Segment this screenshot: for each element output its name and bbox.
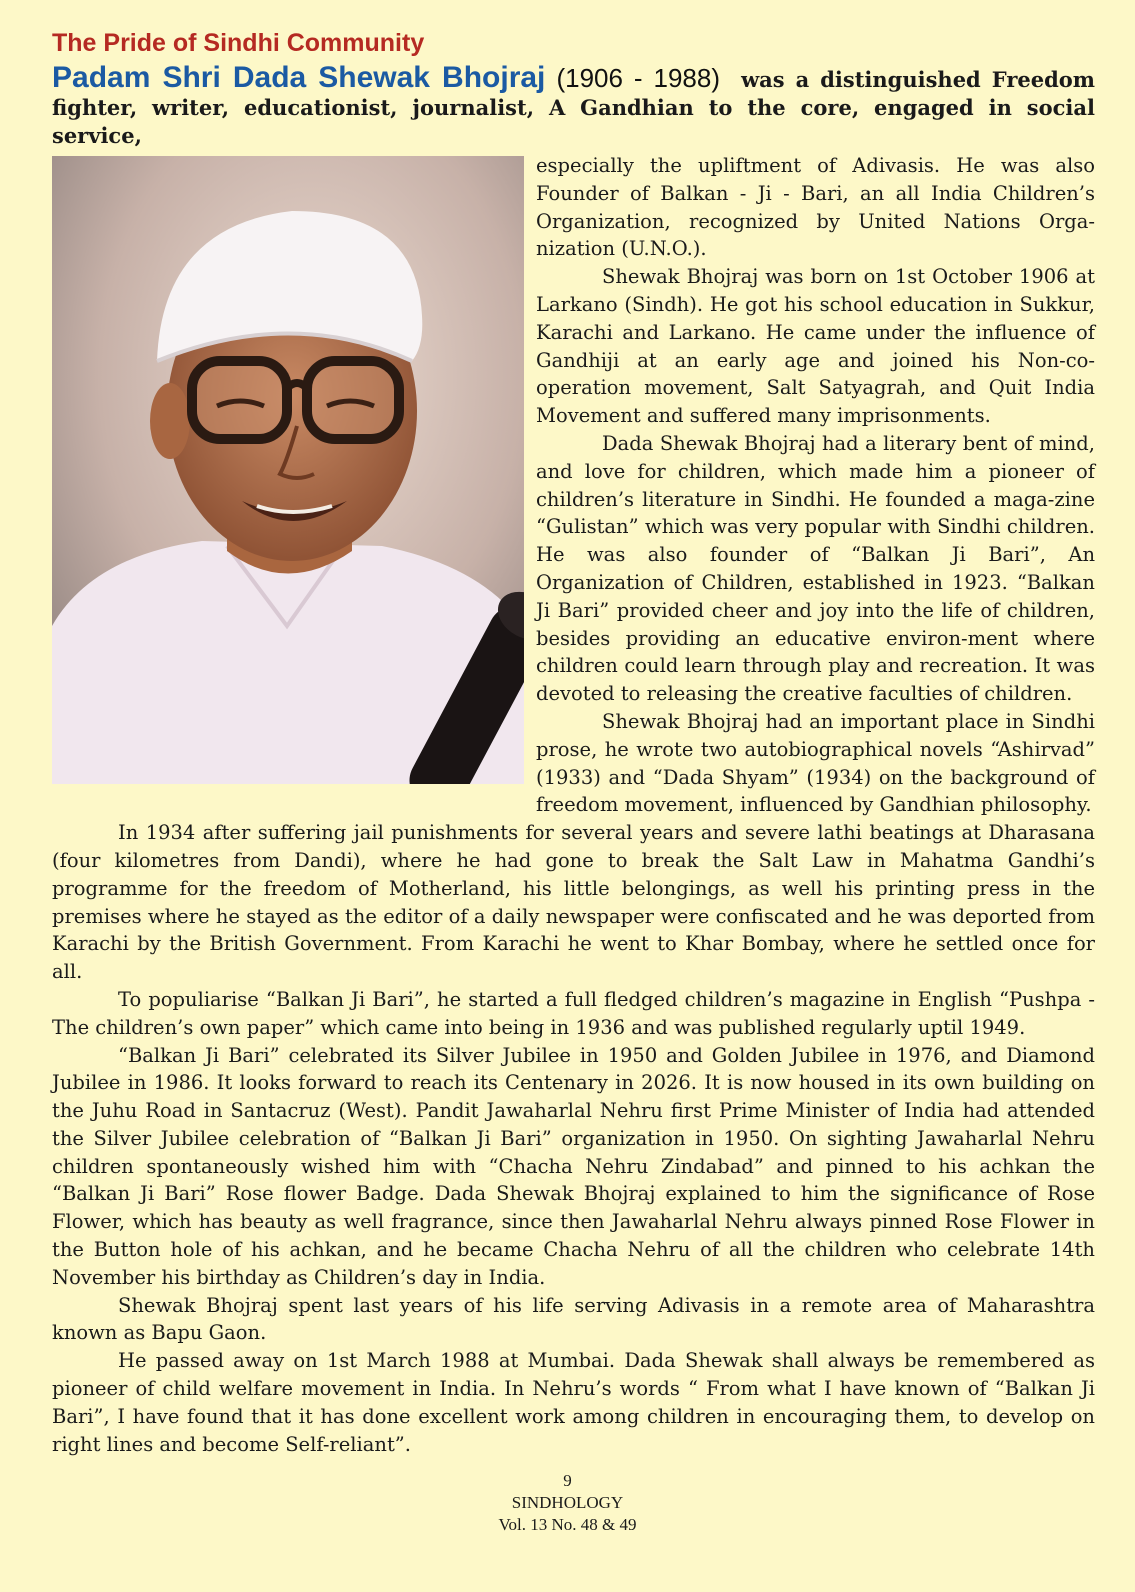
headline-intro: was a distinguished Freedom fighter, writer, educationist, journalist, A Gandhian to the core, engaged in social service, (52, 67, 1096, 148)
paragraph-9: He passed away on 1st March 1988 at Mumbai. Dada Shewak shall always be remembered as pioneer of child welfare movement in India. In Nehru’s words “ From what I have known of “Balkan Ji Bari”, I have found that it has done excellent work among children in encouraging them, to develop on right lines and become Self-reliant”. (52, 1349, 1095, 1456)
article-body (52, 152, 1095, 1458)
paragraph-4: Shewak Bhojraj had an important place in Sindhi prose, he wrote two autobiographical novels “Ashirvad” (1933) and “Dada Shyam” (1934) on the background of freedom movement, influenced by Gandhian philosophy. (536, 709, 1095, 817)
paragraph-7: “Balkan Ji Bari” celebrated its Silver Jubilee in 1950 and Golden Jubilee in 1976, and Diamond Jubilee in 1986. It looks forward to reach its Centenary in 2026. It is now housed in its own building on the Juhu Road in Santacruz (West). Pandit Jawaharlal Nehru first Prime Minister of India had attended the Silver Jubilee celebration of “Balkan Ji Bari” organization in 1950. On sighting Jawaharlal Nehru children spontaneously wished him with “Chacha Nehru Zindabad” and pinned to his achkan the “Balkan Ji Bari” Rose flower Badge. Dada Shewak Bhojraj explained to him the significance of Rose Flower, which has beauty as well fragrance, since then Jawaharlal Nehru always pinned Rose Flower in the Button hole of his achkan, and he became Chacha Nehru of all the children who celebrate 14th November his birthday as Children’s day in India. (52, 1043, 1095, 1289)
portrait-illustration (52, 156, 524, 784)
page-footer (0, 1470, 1135, 1536)
paragraph-5: In 1934 after suffering jail punishments for several years and severe lathi beatings at Dharasana (four kilometres from Dandi), where he had gone to break the Salt Law in Mahatma Gandhi’s programme for the freedom of Motherland, his little belongings, as well his printing press in the premises where he stayed as the editor of a daily newspaper were confiscated and he was deported from Karachi by the British Government. From Karachi he went to Khar Bombay, where he settled once for all. (52, 821, 1095, 984)
subject-years: (1906 - 1988) (556, 63, 721, 93)
paragraph-3: Dada Shewak Bhojraj had a literary bent of mind, and love for children, which made him a pioneer of children’s literature in Sindhi. He founded a maga-zine “Gulistan” which was very popular with Sindhi children. He was also founder of “Balkan Ji Bari”, An Organization of Children, established in 1923. “Balkan Ji Bari” provided cheer and joy into the life of children, besides providing an educative environ-ment where children could learn through play and recreation. It was devoted to releasing the creative faculties of children. (536, 431, 1095, 706)
publication-name: SINDHOLOGY (511, 1493, 624, 1512)
portrait-photo (52, 156, 524, 784)
paragraph-8: Shewak Bhojraj spent last years of his life serving Adivasis in a remote area of Maharashtra known as Bapu Gaon. (52, 1293, 1095, 1345)
paragraph-1: especially the upliftment of Adivasis. He was also Founder of Balkan - Ji - Bari, an all India Children’s Organization, recognized by United Nations Orga-nization (U.N.O.). (536, 154, 1095, 261)
subject-name: Padam Shri Dada Shewak Bhojraj (52, 61, 546, 94)
article (52, 28, 1095, 1458)
article-headline (52, 61, 1096, 150)
paragraph-6: To populiarise “Balkan Ji Bari”, he started a full fledged children’s magazine in English “Pushpa - The children’s own paper” which came into being in 1936 and was published regularly uptil 1949. (52, 987, 1095, 1039)
page-number: 9 (563, 1471, 572, 1490)
paragraph-2: Shewak Bhojraj was born on 1st October 1906 at Larkano (Sindh). He got his school education in Sukkur, Karachi and Larkano. He came under the influence of Gandhiji at an early age and joined his Non-co-operation movement, Salt Satyagrah, and Quit India Movement and suffered many imprisonments. (536, 265, 1095, 428)
issue-info: Vol. 13 No. 48 & 49 (498, 1515, 637, 1534)
section-kicker: The Pride of Sindhi Community (52, 29, 425, 57)
